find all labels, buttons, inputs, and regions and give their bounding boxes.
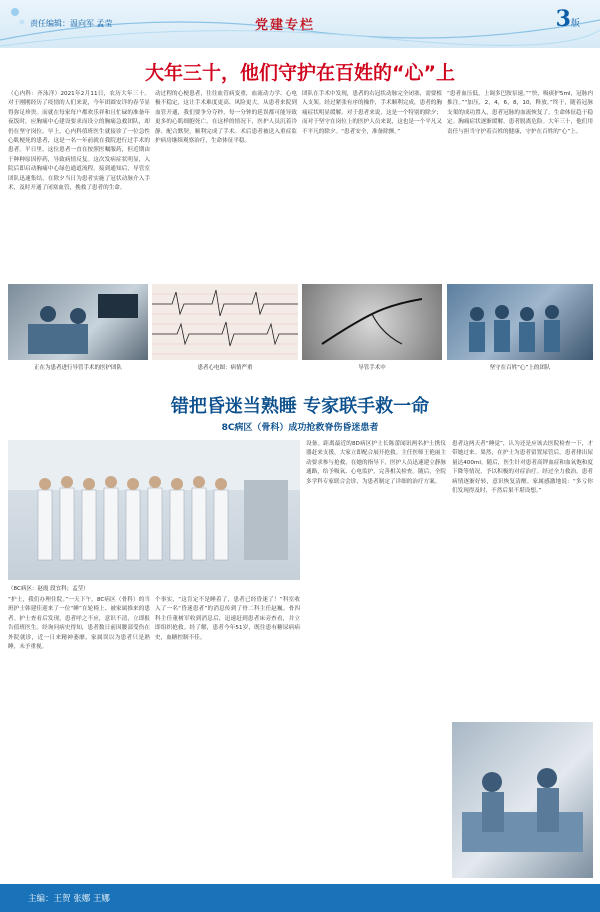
photo-ecg-strip	[152, 284, 298, 360]
responsible-editor: 责任编辑：温向军 孟莹	[30, 19, 113, 28]
caption-photo-3: 导管手术中	[358, 365, 386, 371]
section-title: 党建专栏	[255, 18, 316, 33]
page-footer	[0, 884, 600, 912]
article2-column-3: 设备。距离最近的8D病区护士长陈蕾闻讯两名护士携仪器赶来支援，大家立即配合展开抢救。主任医师王艳丽主动要求参与抢救，在她的指导下，医护人员迅速建立静脉通路，给予吸氧、心电监护，完善相关检查。随后，全院多学科专家联合会诊，为患者制定了详细的治疗方案。	[306, 441, 446, 485]
article1-column-1: （心内科：齐泳洋）2021年2月11日，农历大年三十。对于刚刚经历了疫情的人们来说，今年团圆安详的春节显得弥足珍贵。而就在每家每户都欢乐祥和且忙碌的准备年夜饭时，应胸痛中心建设要求而设立的胸痛急救团队，却仍在坚守岗位。早上，心内科值班医生就接诊了一位急性心肌梗死的患者，这是一名一年前就在我院进行过手术的患者。平日里，这位患者一直在按照医嘱服药，但近期由于种种原因停药，导致病情反复。这次发病症状明显，入院后即启动胸痛中心绿色通道流程。接到通知后，导管室团队迅速集结，在除夕当日为患者实施了冠状动脉介入手术，及时开通了闭塞血管，挽救了患者的生命。	[8, 91, 150, 192]
article2-photo-caption: （8C病区：赵霞 段宜科；孟莹）	[8, 586, 89, 592]
article1-column-3: 团队在手术中发现，患者的右冠状动脉完全闭塞，需要植入支架。经过紧张有序的操作，手术顺利完成，患者的胸痛症状明显缓解。对于患者来说，这是一个特别的除夕；而对于坚守在岗位上的医护人员来说，这也是一个平凡又不平凡的除夕。“患者安全，准备除颤。”	[302, 91, 442, 135]
photo-team-group	[447, 284, 593, 360]
caption-photo-2: 患者心电图：病情严重	[197, 365, 253, 371]
caption-photo-1: 正在为患者进行导管手术的医护团队	[33, 365, 122, 371]
page-number: 3版	[555, 6, 580, 32]
caption-photo-4: 坚守在百姓“心”上的团队	[489, 365, 551, 371]
article2-headline: 错把昏迷当熟睡 专家联手救一命	[170, 396, 430, 417]
article2-column-1: “护士，我们办理住院。”一天下午，8C病区（骨科）的当班护士韩建佳迎来了一位“睡”在轮椅上、被家属推来的患者。护士查看后发现，患者呼之不应，意识不清，立即报告值班医生。经询问病史得知，患者数日前因腰部受伤在外院就诊，近一日来精神萎靡，家属误以为患者只是熟睡，未予重视。	[8, 597, 150, 651]
article2-column-2: 个事实，“这肯定不是睡着了，患者已经昏迷了！”科室收入了一名“昏迷患者”的消息传到了骨二科主任赵巍。骨四科主任董树军收到消息后，迅速赶到患者床旁查看，并立即组织抢救。经了解，患者今年51岁，既往患有糖尿病病史，血糖控制不佳。	[155, 597, 300, 641]
article1-headline: 大年三十，他们守护在百姓的“心”上	[145, 62, 455, 84]
photo-ward-team	[8, 440, 300, 580]
page-header	[0, 0, 600, 48]
photo-patient-care	[452, 722, 593, 878]
photo-catheter-team	[8, 284, 148, 360]
photo-angiogram	[302, 284, 442, 360]
article2-subheadline: 8C病区（骨科）成功抢救脊伤昏迷患者	[221, 423, 379, 433]
article1-column-2: 动过程的心梗患者，往往血管病变重，血流动力学、心电极不稳定，这让手术难度更高、风险更大。从患者来院到血管开通，我们要争分夺秒，每一分钟的延误都可能导致更多的心肌细胞死亡。在这样的情况下，医护人员沉着冷静、配合默契，顺利完成了手术。术后患者被送入重症监护病房继续观察治疗，生命体征平稳。	[155, 91, 297, 145]
footer-credit: 主编：王贺 张娜 王娜	[28, 894, 110, 904]
article2-column-4: 患者这两天者“睡觉”，认为还是应该去医院检查一下，才带她过来。果然，在护士为患者留置尿管后，患者排出尿量达400ml。随后，医生针对患者高钾血症和血氧饱和度下降等情况，予以积极的对症治疗。经过全力救治，患者病情逐渐好转，意识恢复清醒。家属感激地说：“多亏你们发现得及时，不然后果不堪设想。”	[452, 441, 593, 495]
article1-column-4: “患者血压低，上调多巴胺泵速。”“快，吸痰护5ml，冠脉内推注。”“加压，2，4，6，8，10，释放。”终于，随着冠脉支架的成功置入，患者冠脉的血流恢复了，生命体征趋于稳定。胸痛症状逐渐缓解，患者脱离危险。大年三十，他们用责任与担当守护着百姓的健康，守护在百姓的“心”上。	[447, 91, 593, 135]
